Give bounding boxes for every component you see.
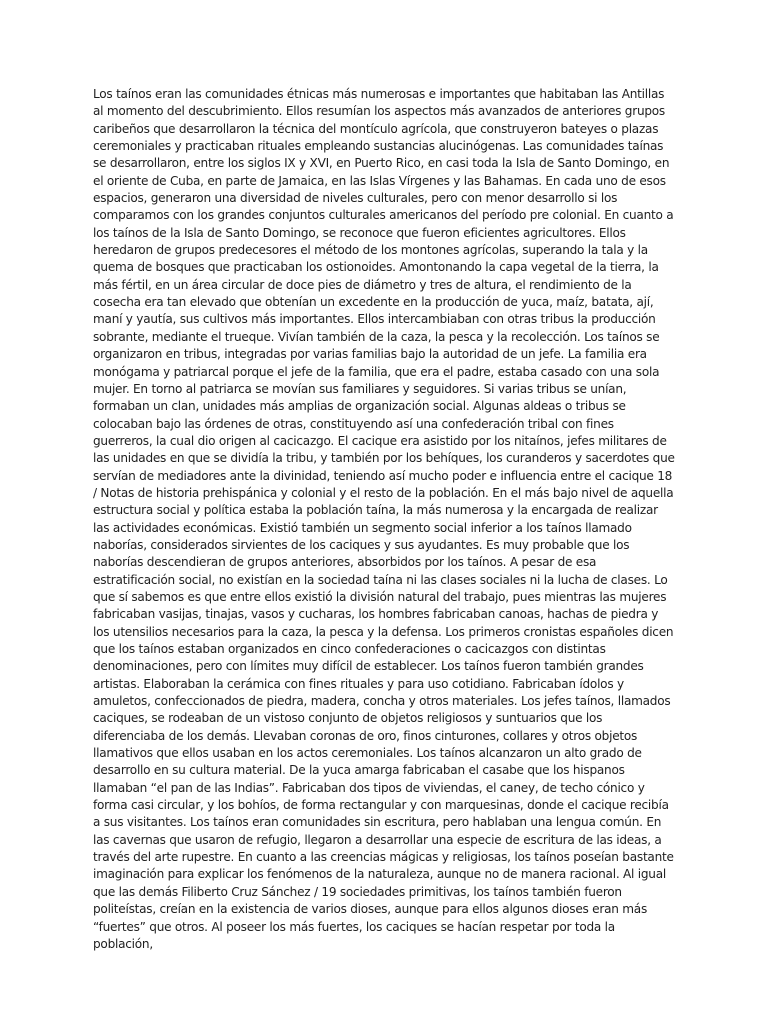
body-paragraph: Los taínos eran las comunidades étnicas más numerosas e importantes que habitaban las Antillas al momento del descubrimiento. Ellos resumían los aspectos más avanzados de anteriores grupos caribeños que desarrollaron la técnica del montículo agrícola, que construyeron bateyes o plazas ceremoniales y practicaban rituales empleando sustancias alucinógenas. Las comunidades taínas se desarrollaron, entre los siglos IX y XVI, en Puerto Rico, en casi toda la Isla de Santo Domingo, en el oriente de Cuba, en parte de Jamaica, en las Islas Vírgenes y las Bahamas. En cada uno de esos espacios, generaron una diversidad de niveles culturales, pero con menor desarrollo si los comparamos con los grandes conjuntos culturales americanos del período pre colonial. En cuanto a los taínos de la Isla de Santo Domingo, se reconoce que fueron eficientes agricultores. Ellos heredaron de grupos predecesores el método de los montones agrícolas, superando la tala y la quema de bosques que practicaban los ostionoides. Amontonando la capa vegetal de la tierra, la más fértil, en un área circular de doce pies de diámetro y tres de altura, el rendimiento de la cosecha era tan elevado que obtenían un excedente en la producción de yuca, maíz, batata, ají, maní y yautía, sus cultivos más importantes. Ellos intercambiaban con otras tribus la producción sobrante, mediante el trueque. Vivían también de la caza, la pesca y la recolección. Los taínos se organizaron en tribus, integradas por varias familias bajo la autoridad de un jefe. La familia era monógama y patriarcal porque el jefe de la familia, que era el padre, estaba casado con una sola mujer. En torno al patriarca se movían sus familiares y seguidores. Si varias tribus se unían, formaban un clan, unidades más amplias de organización social. Algunas aldeas o tribus se colocaban bajo las órdenes de otras, constituyendo así una confederación tribal con fines guerreros, la cual dio origen al cacicazgo. El cacique era asistido por los nitaínos, jefes militares de las unidades en que se dividía la tribu, y también por los behíques, los curanderos y sacerdotes que servían de mediadores ante la divinidad, teniendo así mucho poder e influencia entre el cacique 18 / Notas de historia prehispánica y colonial y el resto de la población. En el más bajo nivel de aquella estructura social y política estaba la población taína, la más numerosa y la encargada de realizar las actividades económicas. Existió también un segmento social inferior a los taínos llamado naborías, considerados sirvientes de los caciques y sus ayudantes. Es muy probable que los naborías descendieran de grupos anteriores, absorbidos por los taínos. A pesar de esa estratificación social, no existían en la sociedad taína ni las clases sociales ni la lucha de clases. Lo que sí sabemos es que entre ellos existió la división natural del trabajo, pues mientras las mujeres fabricaban vasijas, tinajas, vasos y cucharas, los hombres fabricaban canoas, hachas de piedra y los utensilios necesarios para la caza, la pesca y la defensa. Los primeros cronistas españoles dicen que los taínos estaban organizados en cinco confederaciones o cacicazgos con distintas denominaciones, pero con límites muy difícil de establecer. Los taínos fueron también grandes artistas. Elaboraban la cerámica con fines rituales y para uso cotidiano. Fabricaban ídolos y amuletos, confeccionados de piedra, madera, concha y otros materiales. Los jefes taínos, llamados caciques, se rodeaban de un vistoso conjunto de objetos religiosos y suntuarios que los diferenciaba de los demás. Llevaban coronas de oro, finos cinturones, collares y otros objetos llamativos que ellos usaban en los actos ceremoniales. Los taínos alcanzaron un alto grado de desarrollo en su cultura material. De la yuca amarga fabricaban el casabe que los hispanos llamaban “el pan de las Indias”. Fabricaban dos tipos de viviendas, el caney, de techo cónico y forma casi circular, y los bohíos, de forma rectangular y con marquesinas, donde el cacique recibía a sus visitantes. Los taínos eran comunidades sin escritura, pero hablaban una lengua común. En las cavernas que usaron de refugio, llegaron a desarrollar una especie de escritura de las ideas, a través del arte rupestre. En cuanto a las creencias mágicas y religiosas, los taínos poseían bastante imaginación para explicar los fenómenos de la naturaleza, aunque no de manera racional. Al igual que las demás Filiberto Cruz Sánchez / 19 sociedades primitivas, los taínos también fueron politeístas, creían en la existencia de varios dioses, aunque para ellos algunos dioses eran más “fuertes” que otros. Al poseer los más fuertes, los caciques se hacían respetar por toda la población, xyxy=(93,87,675,951)
